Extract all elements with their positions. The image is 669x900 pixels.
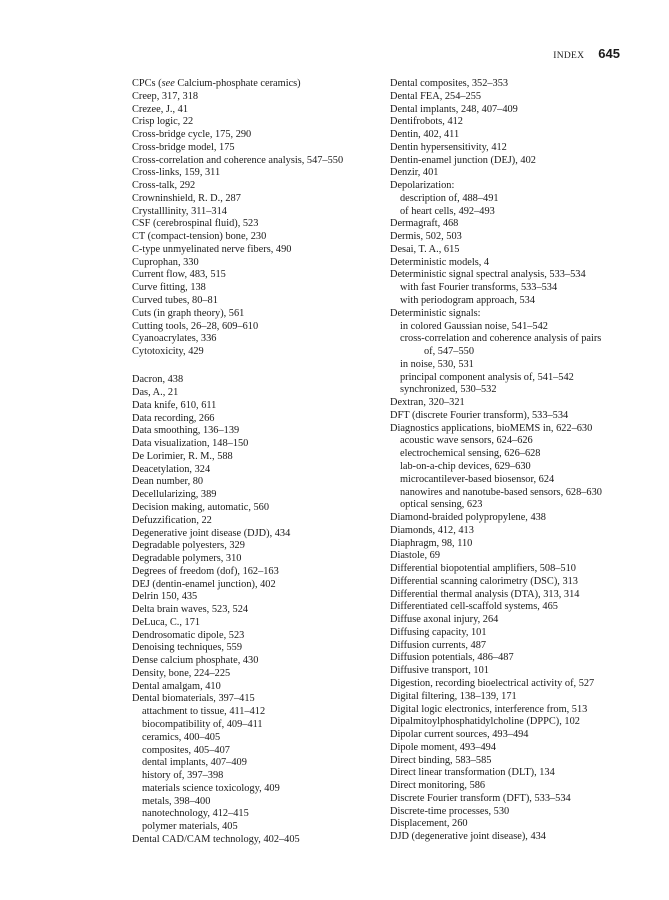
index-entry: Data visualization, 148–150: [132, 438, 249, 450]
index-entry: Diamond-braided polypropylene, 438: [390, 512, 546, 524]
index-subentry: synchronized, 530–532: [400, 384, 497, 396]
index-entry: Dental amalgam, 410: [132, 680, 221, 692]
index-entry: CSF (cerebrospinal fluid), 523: [132, 218, 259, 230]
index-entry: Depolarization:: [390, 180, 455, 192]
index-entry: Diffusion currents, 487: [390, 639, 487, 651]
index-entry: Curve fitting, 138: [132, 282, 206, 294]
index-entry: Dextran, 320–321: [390, 397, 465, 409]
index-entry: Crystalllinity, 311–314: [132, 205, 227, 217]
index-entry: Diffuse axonal injury, 264: [390, 614, 499, 626]
index-entry: Dipole moment, 493–494: [390, 741, 497, 753]
index-entry: Dermis, 502, 503: [390, 231, 462, 243]
section-gap: [132, 359, 377, 375]
running-head-label: INDEX: [553, 51, 585, 61]
index-entry: Dipolar current sources, 493–494: [390, 729, 529, 741]
index-entry: Cutting tools, 26–28, 609–610: [132, 320, 259, 332]
index-subentry: attachment to tissue, 411–412: [142, 706, 266, 718]
index-entry: Dentin, 402, 411: [390, 129, 460, 141]
index-entry: Discrete-time processes, 530: [390, 805, 510, 817]
index-entry: Differentiated cell-scaffold systems, 465: [390, 601, 558, 613]
index-entry: Dentin hypersensitivity, 412: [390, 141, 507, 153]
index-subentry: description of, 488–491: [400, 192, 499, 204]
index-entry: Cross-bridge cycle, 175, 290: [132, 129, 252, 141]
index-entry: CPCs (see Calcium-phosphate ceramics): [132, 78, 301, 89]
index-subentry: lab-on-a-chip devices, 629–630: [400, 460, 531, 472]
index-subentry: metals, 398–400: [142, 795, 211, 807]
index-entry: Desai, T. A., 615: [390, 243, 460, 255]
index-entry: Direct binding, 583–585: [390, 754, 492, 766]
index-entry: Cyanoacrylates, 336: [132, 333, 217, 345]
index-entry: Digestion, recording bioelectrical activity of, 527: [390, 677, 595, 689]
index-entry: Dipalmitoylphosphatidylcholine (DPPC), 102: [390, 716, 580, 728]
index-subentry: cross-correlation and coherence analysis of pairs: [400, 333, 602, 345]
index-entry: Diffusing capacity, 101: [390, 626, 487, 638]
index-entry: Direct linear transformation (DLT), 134: [390, 767, 555, 779]
index-entry: Data smoothing, 136–139: [132, 425, 240, 437]
index-entry: DJD (degenerative joint disease), 434: [390, 831, 546, 843]
index-entry: Denoising techniques, 559: [132, 642, 243, 654]
index-entry: Decision making, automatic, 560: [132, 502, 270, 513]
index-entry: Cross-correlation and coherence analysis, 547–550: [132, 154, 344, 166]
index-entry: Diastole, 69: [390, 550, 440, 562]
index-entry: Direct monitoring, 586: [390, 780, 486, 792]
index-entry: Deacetylation, 324: [132, 463, 211, 475]
index-entry: Decellularizing, 389: [132, 489, 217, 501]
index-entry: Dean number, 80: [132, 476, 204, 488]
index-entry: Dental FEA, 254–255: [390, 90, 482, 102]
index-entry: Das, A., 21: [132, 387, 179, 399]
index-subentry: history of, 397–398: [142, 770, 224, 782]
index-entry: Dental biomaterials, 397–415: [132, 693, 255, 705]
index-entry: Diamonds, 412, 413: [390, 524, 474, 536]
index-entry: Delrin 150, 435: [132, 591, 198, 603]
index-subentry: with periodogram approach, 534: [400, 295, 536, 307]
index-entry: Denzir, 401: [390, 167, 439, 179]
index-entry: Diffusive transport, 101: [390, 665, 489, 677]
index-subentry: electrochemical sensing, 626–628: [400, 448, 541, 460]
index-entry: DFT (discrete Fourier transform), 533–534: [390, 409, 569, 421]
index-subentry: of heart cells, 492–493: [400, 205, 495, 217]
index-entry: Degradable polyesters, 329: [132, 540, 245, 552]
index-entry: Crowninshield, R. D., 287: [132, 192, 241, 204]
index-entry: Displacement, 260: [390, 818, 468, 830]
index-subentry: with fast Fourier transforms, 533–534: [400, 282, 558, 294]
index-subentry: acoustic wave sensors, 624–626: [400, 435, 533, 447]
index-entry: Dental composites, 352–353: [390, 78, 509, 89]
index-entry: Defuzzification, 22: [132, 514, 212, 526]
index-entry: Data knife, 610, 611: [132, 399, 217, 411]
index-entry: Dermagraft, 468: [390, 218, 459, 230]
index-subentry: nanotechnology, 412–415: [142, 808, 249, 820]
index-entry: Curved tubes, 80–81: [132, 295, 218, 307]
index-entry: Cross-bridge model, 175: [132, 141, 235, 153]
index-entry: Crisp logic, 22: [132, 116, 194, 128]
index-entry: Differential thermal analysis (DTA), 313, 314: [390, 588, 580, 600]
index-entry: Cuprophan, 330: [132, 256, 199, 268]
index-entry: Degradable polymers, 310: [132, 553, 242, 565]
index-entry: Deterministic signal spectral analysis, 533–534: [390, 269, 586, 281]
index-subentry: principal component analysis of, 541–542: [400, 371, 574, 383]
index-column-right: [390, 78, 652, 844]
index-entry: Diaphragm, 98, 110: [390, 537, 473, 549]
index-subentry: in colored Gaussian noise, 541–542: [400, 320, 548, 332]
index-subentry: biocompatibility of, 409–411: [142, 719, 263, 731]
index-entry: Crezee, J., 41: [132, 103, 189, 115]
index-subentry: nanowires and nanotube-based sensors, 628–630: [400, 486, 602, 498]
index-entry: Cytotoxicity, 429: [132, 346, 204, 358]
index-subentry: polymer materials, 405: [142, 821, 238, 833]
index-entry: Degrees of freedom (dof), 162–163: [132, 565, 279, 577]
index-entry: Delta brain waves, 523, 524: [132, 604, 249, 616]
index-entry: Differential biopotential amplifiers, 508–510: [390, 563, 576, 575]
index-entry: Deterministic models, 4: [390, 256, 490, 268]
index-subentry: microcantilever-based biosensor, 624: [400, 473, 555, 485]
index-entry: Density, bone, 224–225: [132, 667, 231, 679]
index-entry: Dendrosomatic dipole, 523: [132, 629, 245, 641]
index-entry: Cuts (in graph theory), 561: [132, 307, 245, 319]
see-reference: see: [161, 78, 175, 89]
index-subentry: composites, 405–407: [142, 744, 230, 756]
index-entry: Dentifrobots, 412: [390, 116, 463, 128]
index-entry: Current flow, 483, 515: [132, 269, 226, 281]
index-entry: Dentin-enamel junction (DEJ), 402: [390, 154, 536, 166]
index-entry: Cross-links, 159, 311: [132, 167, 221, 179]
index-entry: Digital logic electronics, interference from, 513: [390, 703, 588, 715]
index-entry: Dacron, 438: [132, 374, 184, 386]
index-entry: Degenerative joint disease (DJD), 434: [132, 527, 291, 539]
page-number: 645: [598, 46, 620, 61]
index-entry: DEJ (dentin-enamel junction), 402: [132, 578, 276, 590]
index-subentry: materials science toxicology, 409: [142, 782, 280, 794]
index-entry: CT (compact-tension) bone, 230: [132, 231, 267, 243]
index-entry: Diagnostics applications, bioMEMS in, 622–630: [390, 422, 593, 434]
index-entry: De Lorimier, R. M., 588: [132, 450, 233, 462]
index-subentry: ceramics, 400–405: [142, 731, 221, 743]
index-entry: C-type unmyelinated nerve fibers, 490: [132, 243, 292, 255]
index-entry: DeLuca, C., 171: [132, 616, 201, 628]
index-entry: Dental implants, 248, 407–409: [390, 103, 518, 115]
index-entry: Discrete Fourier transform (DFT), 533–534: [390, 792, 571, 804]
index-entry: Cross-talk, 292: [132, 180, 196, 192]
index-entry: Dental CAD/CAM technology, 402–405: [132, 833, 300, 845]
index-entry: Deterministic signals:: [390, 307, 481, 319]
index-entry: Data recording, 266: [132, 412, 215, 424]
index-entry: Dense calcium phosphate, 430: [132, 655, 259, 667]
index-subentry: in noise, 530, 531: [400, 358, 474, 370]
index-entry: Digital filtering, 138–139, 171: [390, 690, 517, 702]
index-subentry: of, 547–550: [424, 346, 474, 358]
running-head: [553, 46, 620, 61]
index-column-left: [132, 78, 377, 847]
index-entry: Diffusion potentials, 486–487: [390, 652, 514, 664]
index-subentry: dental implants, 407–409: [142, 757, 247, 769]
index-entry: Differential scanning calorimetry (DSC), 313: [390, 575, 578, 587]
index-subentry: optical sensing, 623: [400, 499, 483, 511]
index-entry: Creep, 317, 318: [132, 90, 199, 102]
